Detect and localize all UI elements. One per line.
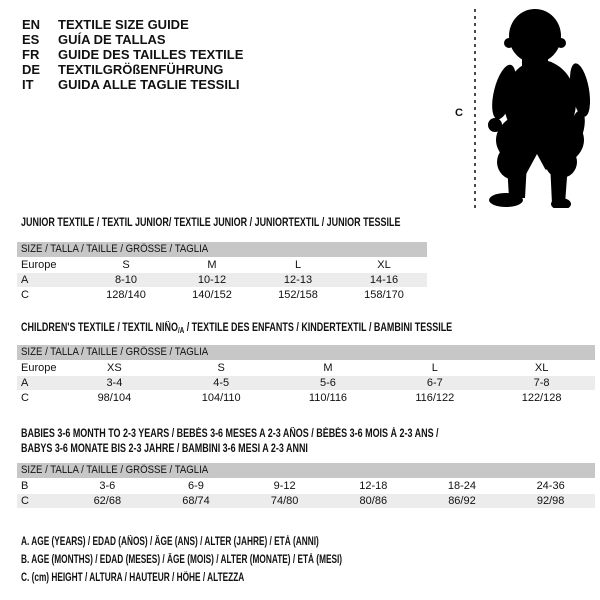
row-label-cell: A — [17, 376, 61, 390]
row-label-cell: C — [17, 494, 63, 508]
size-value-cell: 86/92 — [418, 494, 507, 508]
baby-silhouette-icon — [484, 6, 596, 208]
size-value-cell: 9-12 — [273, 480, 296, 492]
size-value-cell: 12-13 — [255, 273, 341, 287]
junior-size-table — [17, 257, 427, 303]
junior-size-header-bar — [17, 242, 427, 257]
size-value-cell: 12-18 — [359, 480, 388, 492]
language-label: GUIDA ALLE TAGLIE TESSILI — [58, 77, 240, 92]
size-value-cell: L — [431, 362, 438, 374]
size-value-cell: 116/122 — [415, 392, 455, 404]
size-value-cell: 14-16 — [341, 273, 427, 287]
size-value-cell: 7-8 — [488, 376, 595, 390]
size-value-cell: XL — [534, 362, 549, 374]
table-row — [17, 494, 595, 508]
language-row — [22, 62, 243, 77]
children-size-table — [17, 360, 595, 406]
babies-title-line2: BABYS 3-6 MONATE BIS 2-3 JAHRE / BAMBINI 3-6 MESI A 2-3 ANNI — [21, 443, 308, 455]
size-value-cell: 122/128 — [521, 392, 562, 404]
size-value-cell: 18-24 — [447, 480, 477, 492]
children-title-pre: CHILDREN'S TEXTILE / TEXTIL NIÑO — [21, 322, 178, 334]
row-label-cell: A — [17, 273, 83, 287]
table-row — [17, 288, 427, 302]
babies-title-line1: BABIES 3-6 MONTH TO 2-3 YEARS / BEBÉS 3-6 MESES A 2-3 AÑOS / BÉBÉS 3-6 MOIS À 2-3 ANS / — [21, 428, 439, 440]
size-value-cell: 128/140 — [106, 289, 146, 301]
language-list — [22, 17, 243, 92]
legend-line: B. AGE (MONTHS) / EDAD (MESES) / ÂGE (MOIS) / ALTER (MONATE) / ETÀ (MESI) — [21, 554, 343, 566]
babies-size-header-label: SIZE / TALLA / TAILLE / GRÖSSE / TAGLIA — [21, 464, 209, 476]
row-label-cell: Europe — [21, 362, 57, 374]
size-value-cell: L — [294, 259, 302, 271]
size-value-cell: 80/86 — [329, 494, 418, 508]
language-label: GUIDE DES TAILLES TEXTILE — [58, 47, 244, 62]
row-label-cell: C — [21, 289, 29, 301]
children-title-post: / TEXTILE DES ENFANTS / KINDERTEXTIL / BAMBINI TESSILE — [184, 322, 453, 334]
size-value-cell: 104/110 — [201, 392, 241, 404]
size-value-cell: 110/116 — [308, 392, 348, 404]
size-value-cell: 140/152 — [192, 289, 232, 301]
size-value-cell: 158/170 — [364, 289, 404, 301]
table-row — [17, 376, 595, 390]
height-measure-dotted-line — [474, 9, 476, 209]
language-code: EN — [22, 17, 41, 32]
size-value-cell: 92/98 — [506, 494, 595, 508]
children-title-sub: /A — [177, 326, 185, 335]
size-value-cell: 152/158 — [278, 289, 318, 301]
language-label: TEXTILE SIZE GUIDE — [58, 17, 189, 32]
legend-line: A. AGE (YEARS) / EDAD (AÑOS) / ÂGE (ANS) / ALTER (JAHRE) / ETÀ (ANNI) — [21, 536, 319, 548]
size-value-cell: XS — [107, 362, 122, 374]
size-value-cell: 62/68 — [63, 494, 152, 508]
size-value-cell: S — [217, 362, 225, 374]
size-value-cell: 10-12 — [169, 273, 255, 287]
language-label: GUÍA DE TALLAS — [58, 32, 166, 47]
size-value-cell: 4-5 — [168, 376, 275, 390]
babies-size-table — [17, 478, 595, 509]
babies-size-header-bar — [17, 463, 595, 478]
table-row — [17, 273, 427, 287]
size-value-cell: M — [207, 259, 217, 271]
size-value-cell: 3-4 — [61, 376, 168, 390]
size-value-cell: S — [122, 259, 130, 271]
size-value-cell: 3-6 — [99, 480, 116, 492]
table-row — [17, 479, 595, 493]
language-code: ES — [22, 32, 40, 47]
junior-size-header-label: SIZE / TALLA / TAILLE / GRÖSSE / TAGLIA — [21, 243, 209, 255]
legend-line: C. (cm) HEIGHT / ALTURA / HAUTEUR / HÖHE / ALTEZZA — [21, 572, 245, 584]
height-measure-label: C — [455, 107, 463, 119]
table-row — [17, 391, 595, 405]
babies-section-title — [21, 427, 439, 457]
language-label: TEXTILGRÖßENFÜHRUNG — [58, 62, 224, 77]
language-code: IT — [22, 77, 34, 92]
children-size-header-bar — [17, 345, 595, 360]
measurement-legend — [21, 533, 467, 587]
size-value-cell: XL — [377, 259, 391, 271]
language-code: DE — [22, 62, 41, 77]
size-value-cell: 24-36 — [536, 480, 565, 492]
size-value-cell: 74/80 — [240, 494, 329, 508]
row-label-cell: C — [21, 392, 29, 404]
language-row — [22, 47, 243, 62]
children-size-header-label: SIZE / TALLA / TAILLE / GRÖSSE / TAGLIA — [21, 346, 209, 358]
size-value-cell: 5-6 — [275, 376, 382, 390]
row-label-cell: Europe — [21, 259, 57, 271]
language-row — [22, 32, 243, 47]
size-value-cell: 6-9 — [188, 480, 204, 492]
size-value-cell: 6-7 — [381, 376, 488, 390]
size-value-cell: 8-10 — [83, 273, 169, 287]
children-section-title — [21, 321, 452, 338]
table-row — [17, 258, 427, 272]
language-row — [22, 77, 243, 92]
junior-section-title: JUNIOR TEXTILE / TEXTIL JUNIOR/ TEXTILE JUNIOR / JUNIORTEXTIL / JUNIOR TESSILE — [21, 217, 401, 229]
language-code: FR — [22, 47, 40, 62]
size-value-cell: 98/104 — [97, 392, 132, 404]
language-row — [22, 17, 243, 32]
row-label-cell: B — [21, 480, 29, 492]
table-row — [17, 361, 595, 375]
size-value-cell: 68/74 — [152, 494, 241, 508]
size-value-cell: M — [323, 362, 333, 374]
